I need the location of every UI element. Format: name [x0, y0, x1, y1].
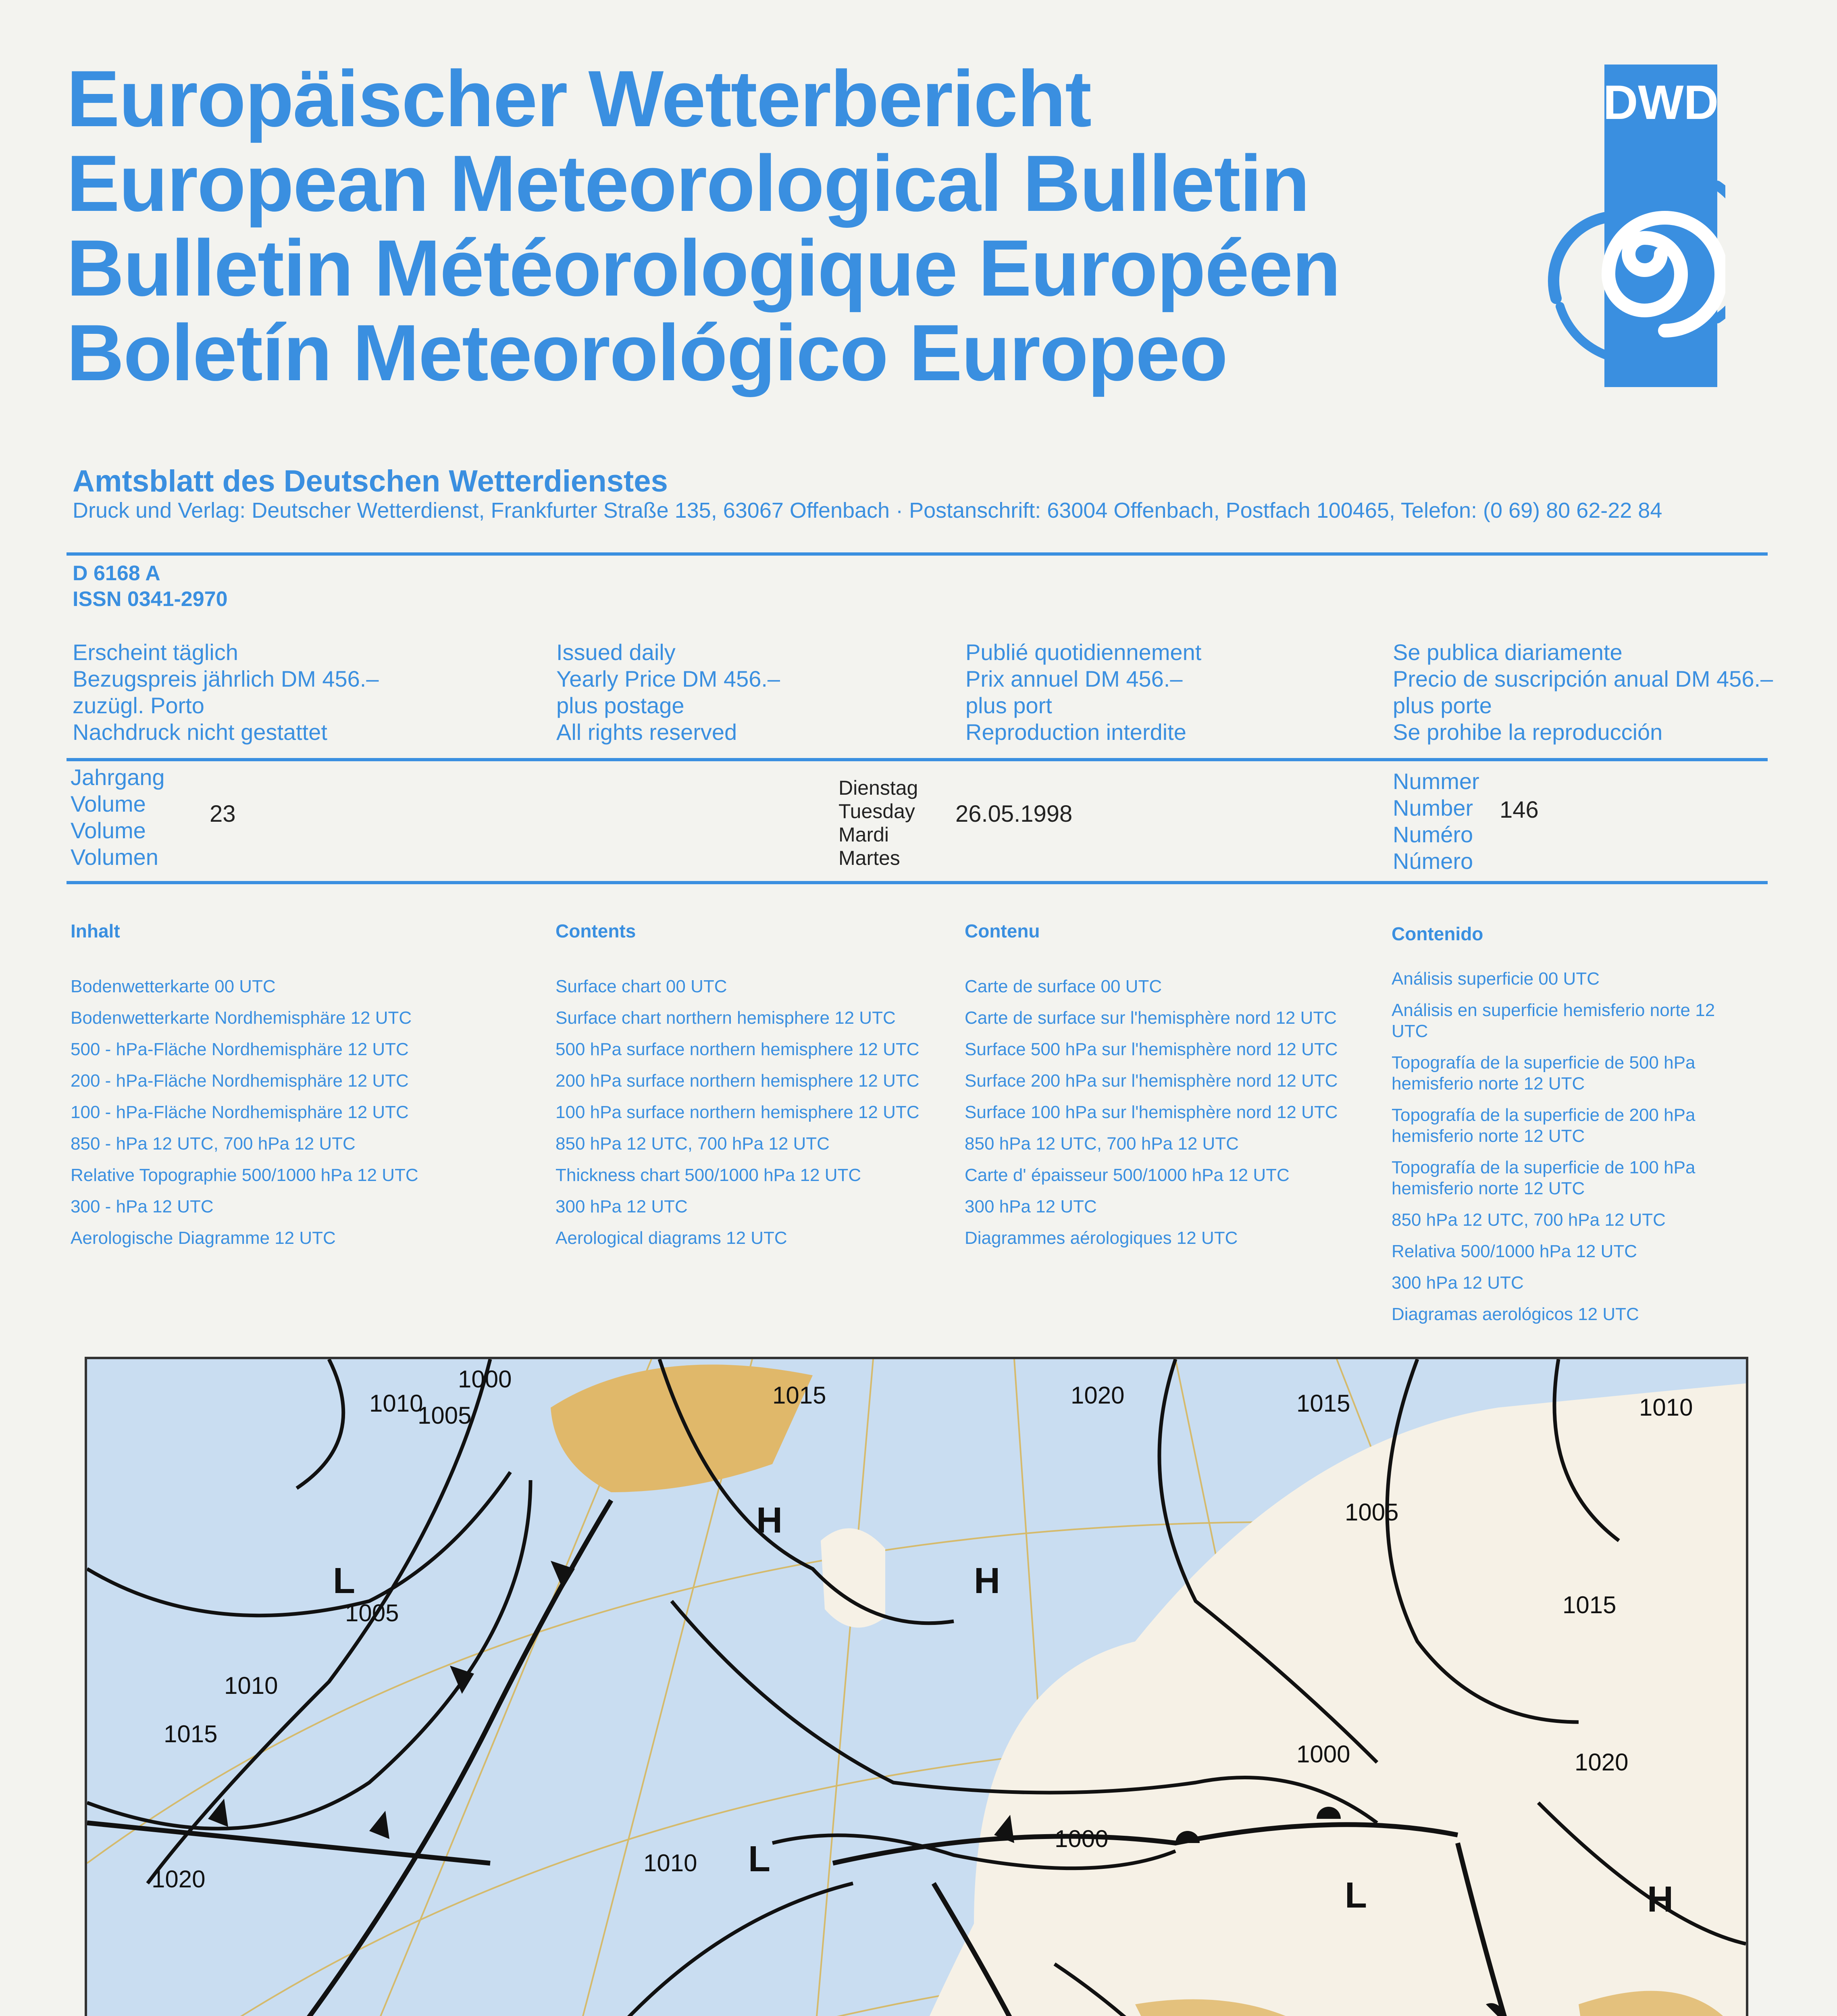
info-spanish: [1393, 639, 1773, 746]
contents-item: Análisis superficie 00 UTC: [1392, 969, 1600, 989]
title-french: Bulletin Météorologique Européen: [67, 223, 1340, 312]
isobar-label: 1010: [224, 1672, 278, 1699]
volume-label: Volume: [71, 818, 146, 843]
contents-item: Topografía de la superficie de 100 hPa hemisferio norte 12 UTC: [1392, 1158, 1696, 1198]
number-label: Número: [1393, 848, 1473, 874]
weather-map-svg: [87, 1359, 1746, 2016]
info-line: Se prohibe la reproducción: [1393, 719, 1663, 745]
contents-french: [965, 915, 1338, 1254]
day-label: Martes: [838, 847, 900, 869]
contents-item: 850 - hPa 12 UTC, 700 hPa 12 UTC: [71, 1134, 356, 1154]
number-label: Numéro: [1393, 822, 1473, 847]
isobar-label: 1005: [418, 1402, 472, 1429]
contents-german: [71, 915, 418, 1254]
publication-codes: [73, 560, 228, 612]
contents-item: Aerological diagrams 12 UTC: [555, 1228, 787, 1248]
volume-label: Volume: [71, 791, 146, 816]
recycling-note: [0, 1764, 18, 2016]
info-line: plus postage: [556, 693, 684, 718]
isobar-label: 1015: [772, 1382, 826, 1409]
contents-heading: Inhalt: [71, 921, 120, 941]
title-block: [67, 56, 1340, 395]
publisher-address: Druck und Verlag: Deutscher Wetterdienst, Frankfurter Straße 135, 63067 Offenbach · Postanschrift: 63004 Offenbach, Postfach 100465, Telefon: (0 69) 80 62-22 84: [73, 498, 1662, 523]
info-line: All rights reserved: [556, 719, 737, 745]
info-line: Issued daily: [556, 639, 676, 665]
info-line: Prix annuel DM 456.–: [965, 666, 1183, 691]
info-line: Reproduction interdite: [965, 719, 1186, 745]
contents-item: 100 - hPa-Fläche Nordhemisphäre 12 UTC: [71, 1102, 409, 1122]
contents-item: Carte d' épaisseur 500/1000 hPa 12 UTC: [965, 1165, 1290, 1185]
contents-item: Diagrammes aérologiques 12 UTC: [965, 1228, 1238, 1248]
contents-item: 500 hPa surface northern hemisphere 12 UTC: [555, 1039, 920, 1059]
info-english: [556, 639, 780, 746]
contents-english: [555, 915, 920, 1254]
contents-item: Análisis en superficie hemisferio norte 12 UTC: [1392, 1000, 1715, 1041]
title-english: European Meteorological Bulletin: [67, 139, 1309, 228]
contents-item: Relativa 500/1000 hPa 12 UTC: [1392, 1241, 1637, 1261]
contents-item: Carte de surface 00 UTC: [965, 977, 1162, 996]
volume-labels: [71, 764, 165, 871]
isobar-label: 1020: [1575, 1749, 1629, 1776]
contents-item: Aerologische Diagramme 12 UTC: [71, 1228, 336, 1248]
contents-heading: Contenu: [965, 921, 1040, 941]
isobar-label: 1020: [152, 1866, 206, 1893]
isobar-label: 1000: [1296, 1741, 1350, 1768]
contents-item: 200 - hPa-Fläche Nordhemisphäre 12 UTC: [71, 1071, 409, 1091]
high-center: H: [974, 1561, 1000, 1601]
logo-text: DWD: [1603, 75, 1719, 129]
number-labels: [1393, 768, 1479, 875]
issue-number: 146: [1500, 797, 1539, 823]
d-code: D 6168 A: [73, 562, 160, 585]
divider: [67, 758, 1768, 761]
info-line: plus porte: [1393, 693, 1492, 718]
info-line: Yearly Price DM 456.–: [556, 666, 780, 691]
info-line: Bezugspreis jährlich DM 456.–: [73, 666, 379, 691]
contents-item: Topografía de la superficie de 200 hPa hemisferio norte 12 UTC: [1392, 1105, 1696, 1146]
isobar-label: 1015: [164, 1720, 218, 1747]
volume-number: 23: [210, 801, 236, 827]
contents-item: 200 hPa surface northern hemisphere 12 UTC: [555, 1071, 920, 1091]
contents-item: Surface 500 hPa sur l'hemisphère nord 12 UTC: [965, 1039, 1338, 1059]
contents-item: Diagramas aerológicos 12 UTC: [1392, 1304, 1639, 1324]
surface-chart-map: [85, 1357, 1748, 2016]
info-line: zuzügl. Porto: [73, 693, 204, 718]
contents-item: Bodenwetterkarte Nordhemisphäre 12 UTC: [71, 1008, 412, 1028]
info-line: Precio de suscripción anual DM 456.–: [1393, 666, 1773, 691]
land-areas: [551, 1364, 1746, 2016]
contents-item: Topografía de la superficie de 500 hPa hemisferio norte 12 UTC: [1392, 1053, 1696, 1093]
contents-item: 300 hPa 12 UTC: [555, 1197, 688, 1216]
title-spanish: Boletín Meteorológico Europeo: [67, 308, 1227, 397]
isobar-label: 1000: [458, 1366, 512, 1393]
info-line: Se publica diariamente: [1393, 639, 1623, 665]
contents-item: Surface 100 hPa sur l'hemisphère nord 12 UTC: [965, 1102, 1338, 1122]
contents-item: Thickness chart 500/1000 hPa 12 UTC: [555, 1165, 861, 1185]
contents-item: 100 hPa surface northern hemisphere 12 UTC: [555, 1102, 920, 1122]
info-line: Erscheint täglich: [73, 639, 238, 665]
contents-item: Carte de surface sur l'hemisphère nord 12 UTC: [965, 1008, 1337, 1028]
isobar-label: 1010: [643, 1849, 697, 1876]
contents-item: Surface chart northern hemisphere 12 UTC: [555, 1008, 896, 1028]
contents-item: 850 hPa 12 UTC, 700 hPa 12 UTC: [965, 1134, 1239, 1154]
day-label: Dienstag: [838, 777, 918, 799]
divider: [67, 552, 1768, 556]
title-german: Europäischer Wetterbericht: [67, 54, 1091, 143]
isobar-label: 1015: [1562, 1591, 1616, 1618]
contents-heading: Contenido: [1392, 923, 1483, 944]
high-center: H: [1647, 1879, 1673, 1920]
isobar-label: 1020: [1071, 1382, 1125, 1409]
volume-label: Volumen: [71, 844, 158, 870]
day-labels: [838, 776, 918, 870]
contents-item: 500 - hPa-Fläche Nordhemisphäre 12 UTC: [71, 1039, 409, 1059]
issn: ISSN 0341-2970: [73, 587, 228, 611]
contents-item: 850 hPa 12 UTC, 700 hPa 12 UTC: [555, 1134, 830, 1154]
contents-item: 850 hPa 12 UTC, 700 hPa 12 UTC: [1392, 1210, 1666, 1230]
info-line: Nachdruck nicht gestattet: [73, 719, 327, 745]
issue-date: 26.05.1998: [955, 801, 1073, 827]
dwd-logo: [1524, 65, 1725, 387]
contents-spanish: [1392, 915, 1738, 1335]
low-center: L: [1345, 1875, 1367, 1916]
contents-item: 300 hPa 12 UTC: [1392, 1273, 1524, 1293]
info-french: [965, 639, 1201, 746]
amtsblatt-heading: Amtsblatt des Deutschen Wetterdienstes: [73, 464, 668, 498]
isobar-label: 1010: [1639, 1394, 1693, 1421]
high-center: H: [756, 1500, 782, 1541]
contents-item: Surface 200 hPa sur l'hemisphère nord 12 UTC: [965, 1071, 1338, 1091]
low-center: L: [333, 1561, 355, 1601]
isobar-label: 1000: [1055, 1825, 1109, 1852]
day-label: Mardi: [838, 823, 889, 846]
contents-item: Relative Topographie 500/1000 hPa 12 UTC: [71, 1165, 418, 1185]
low-center: L: [748, 1839, 770, 1879]
contents-item: 300 hPa 12 UTC: [965, 1197, 1097, 1216]
isobar-label: 1010: [369, 1390, 423, 1417]
number-label: Number: [1393, 795, 1473, 821]
contents-heading: Contents: [555, 921, 636, 941]
info-german: [73, 639, 379, 746]
info-line: plus port: [965, 693, 1052, 718]
divider: [67, 881, 1768, 884]
contents-item: Surface chart 00 UTC: [555, 977, 727, 996]
isobar-label: 1005: [1345, 1499, 1399, 1526]
isobar-label: 1005: [345, 1599, 399, 1627]
info-line: Publié quotidiennement: [965, 639, 1202, 665]
day-label: Tuesday: [838, 800, 915, 823]
isobar-label: 1015: [1296, 1390, 1350, 1417]
number-label: Nummer: [1393, 768, 1479, 794]
contents-item: 300 - hPa 12 UTC: [71, 1197, 214, 1216]
contents-item: Bodenwetterkarte 00 UTC: [71, 977, 276, 996]
volume-label: Jahrgang: [71, 764, 165, 790]
